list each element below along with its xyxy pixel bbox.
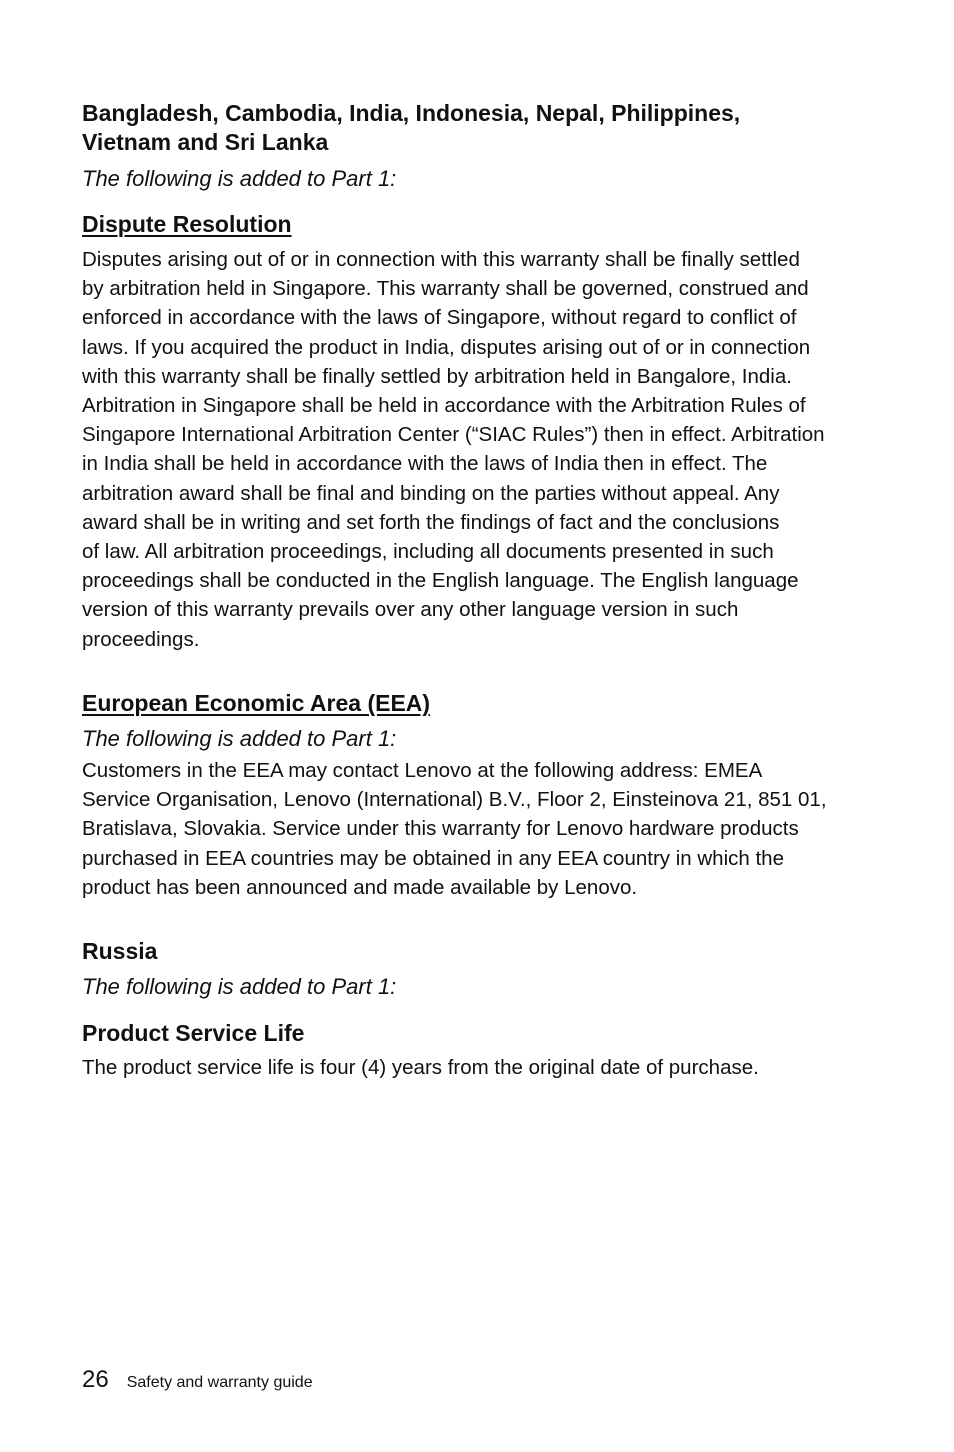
- body-line: laws. If you acquired the product in India, disputes arising out of or in connection: [82, 335, 811, 359]
- body-line: Arbitration in Singapore shall be held in accordance with the Arbitration Rules of: [82, 394, 806, 418]
- body-line: Singapore International Arbitration Center (“SIAC Rules”) then in effect. Arbitration: [82, 423, 825, 447]
- region-heading-eea: European Economic Area (EEA): [82, 690, 431, 716]
- region-heading-asia: [82, 99, 842, 157]
- body-line: Disputes arising out of or in connection with this warranty shall be finally settled: [82, 248, 800, 271]
- body-line: of law. All arbitration proceedings, including all documents presented in such: [82, 540, 774, 564]
- body-line: award shall be in writing and set forth the findings of fact and the conclusions: [82, 510, 780, 534]
- eea-body: [82, 756, 842, 902]
- body-line: version of this warranty prevails over any other language version in such: [82, 598, 739, 622]
- body-line: purchased in EEA countries may be obtained in any EEA country in which the: [82, 846, 784, 870]
- subheading-product-service-life: Product Service Life: [82, 1020, 305, 1046]
- body-line: proceedings.: [82, 627, 200, 651]
- body-line: by arbitration held in Singapore. This warranty shall be governed, construed and: [82, 277, 809, 301]
- body-line: enforced in accordance with the laws of Singapore, without regard to conflict of: [82, 306, 797, 330]
- body-line: with this warranty shall be finally settled by arbitration held in Bangalore, India.: [82, 364, 792, 388]
- page-footer: [82, 1364, 313, 1396]
- region-heading-line: Bangladesh, Cambodia, India, Indonesia, Nepal, Philippines,: [82, 100, 741, 126]
- product-service-life-body: The product service life is four (4) years from the original date of purchase.: [82, 1056, 759, 1079]
- body-line: proceedings shall be conducted in the English language. The English language: [82, 569, 799, 593]
- region-heading-line: Vietnam and Sri Lanka: [82, 129, 329, 155]
- page-number: 26: [82, 1366, 109, 1393]
- body-line: in India shall be held in accordance with the laws of India then in effect. The: [82, 452, 768, 476]
- body-line: Bratislava, Slovakia. Service under this warranty for Lenovo hardware products: [82, 817, 799, 841]
- intro-text: The following is added to Part 1:: [82, 166, 397, 191]
- region-heading-russia: Russia: [82, 938, 158, 964]
- body-line: arbitration award shall be final and binding on the parties without appeal. Any: [82, 481, 780, 505]
- body-line: Customers in the EEA may contact Lenovo at the following address: EMEA: [82, 759, 763, 782]
- intro-text: The following is added to Part 1:: [82, 974, 397, 999]
- body-line: product has been announced and made available by Lenovo.: [82, 875, 638, 899]
- dispute-resolution-body: [82, 245, 842, 654]
- document-title: Safety and warranty guide: [126, 1374, 313, 1391]
- intro-text: The following is added to Part 1:: [82, 726, 397, 751]
- subheading-dispute-resolution: Dispute Resolution: [82, 211, 292, 237]
- body-line: Service Organisation, Lenovo (International) B.V., Floor 2, Einsteinova 21, 851 01,: [82, 788, 827, 812]
